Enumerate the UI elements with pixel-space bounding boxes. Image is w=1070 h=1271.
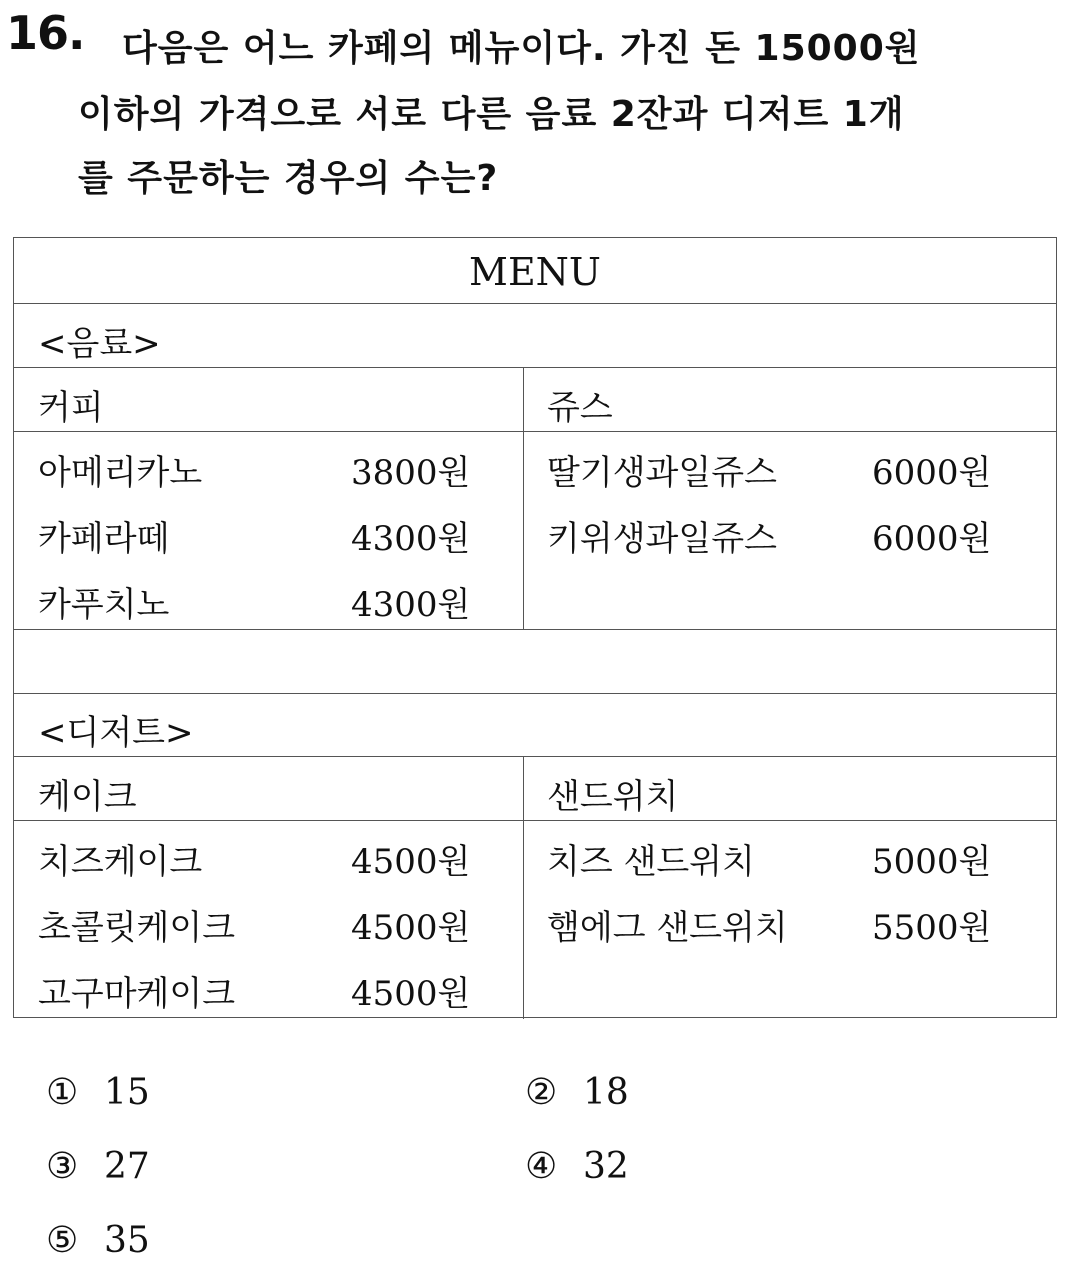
menu-item-price: 4300원: [351, 585, 471, 625]
category-label-juice: 쥬스: [547, 388, 613, 428]
choice-value: 18: [583, 1072, 629, 1113]
choice-5[interactable]: [46, 1220, 150, 1261]
choice-value: 27: [104, 1146, 150, 1187]
choice-value: 15: [104, 1072, 150, 1113]
table-divider: [14, 629, 1056, 630]
section-label-desserts: <디저트>: [38, 713, 194, 753]
section-label-drinks: <음료>: [38, 324, 161, 364]
question-number: 16.: [6, 6, 85, 60]
menu-item-price: 6000원: [872, 519, 992, 559]
table-divider: [14, 367, 1056, 368]
table-divider: [14, 693, 1056, 694]
menu-item-name: 아메리카노: [38, 453, 203, 493]
choice-4[interactable]: [525, 1146, 629, 1187]
menu-item-name: 카페라떼: [38, 519, 170, 559]
choice-marker: ①: [46, 1072, 79, 1113]
question-text-line-2: 이하의 가격으로 서로 다른 음료 2잔과 디저트 1개: [78, 94, 905, 135]
question-text-line-1: 다음은 어느 카페의 메뉴이다. 가진 돈 15000원: [122, 28, 921, 69]
table-divider: [14, 431, 1056, 432]
menu-item-price: 4500원: [351, 974, 471, 1014]
category-label-cake: 케이크: [38, 777, 137, 817]
menu-item-name: 딸기생과일쥬스: [547, 453, 777, 493]
menu-item-price: 5000원: [872, 842, 992, 882]
column-divider: [523, 367, 524, 629]
choice-value: 35: [104, 1220, 150, 1261]
choice-marker: ⑤: [46, 1220, 79, 1261]
choice-marker: ③: [46, 1146, 79, 1187]
choice-marker: ④: [525, 1146, 558, 1187]
menu-item-name: 카푸치노: [38, 585, 170, 625]
table-divider: [14, 756, 1056, 757]
menu-item-name: 키위생과일쥬스: [547, 519, 777, 559]
category-label-sandwich: 샌드위치: [547, 777, 679, 817]
menu-title: MENU: [469, 250, 601, 294]
table-divider: [14, 820, 1056, 821]
menu-item-price: 6000원: [872, 453, 992, 493]
column-divider: [523, 756, 524, 1019]
menu-item-name: 치즈케이크: [38, 842, 203, 882]
table-divider: [14, 303, 1056, 304]
menu-table: [13, 237, 1057, 1018]
menu-item-price: 4500원: [351, 842, 471, 882]
menu-item-price: 4300원: [351, 519, 471, 559]
menu-item-price: 5500원: [872, 908, 992, 948]
menu-item-name: 햄에그 샌드위치: [547, 908, 788, 948]
category-label-coffee: 커피: [38, 388, 104, 428]
menu-item-name: 고구마케이크: [38, 974, 236, 1014]
choice-1[interactable]: [46, 1072, 150, 1113]
choice-3[interactable]: [46, 1146, 150, 1187]
menu-item-price: 3800원: [351, 453, 471, 493]
menu-item-name: 치즈 샌드위치: [547, 842, 755, 882]
choice-2[interactable]: [525, 1072, 629, 1113]
choice-marker: ②: [525, 1072, 558, 1113]
menu-item-name: 초콜릿케이크: [38, 908, 236, 948]
question-text-line-3: 를 주문하는 경우의 수는?: [78, 158, 499, 199]
menu-item-price: 4500원: [351, 908, 471, 948]
choice-value: 32: [583, 1146, 629, 1187]
